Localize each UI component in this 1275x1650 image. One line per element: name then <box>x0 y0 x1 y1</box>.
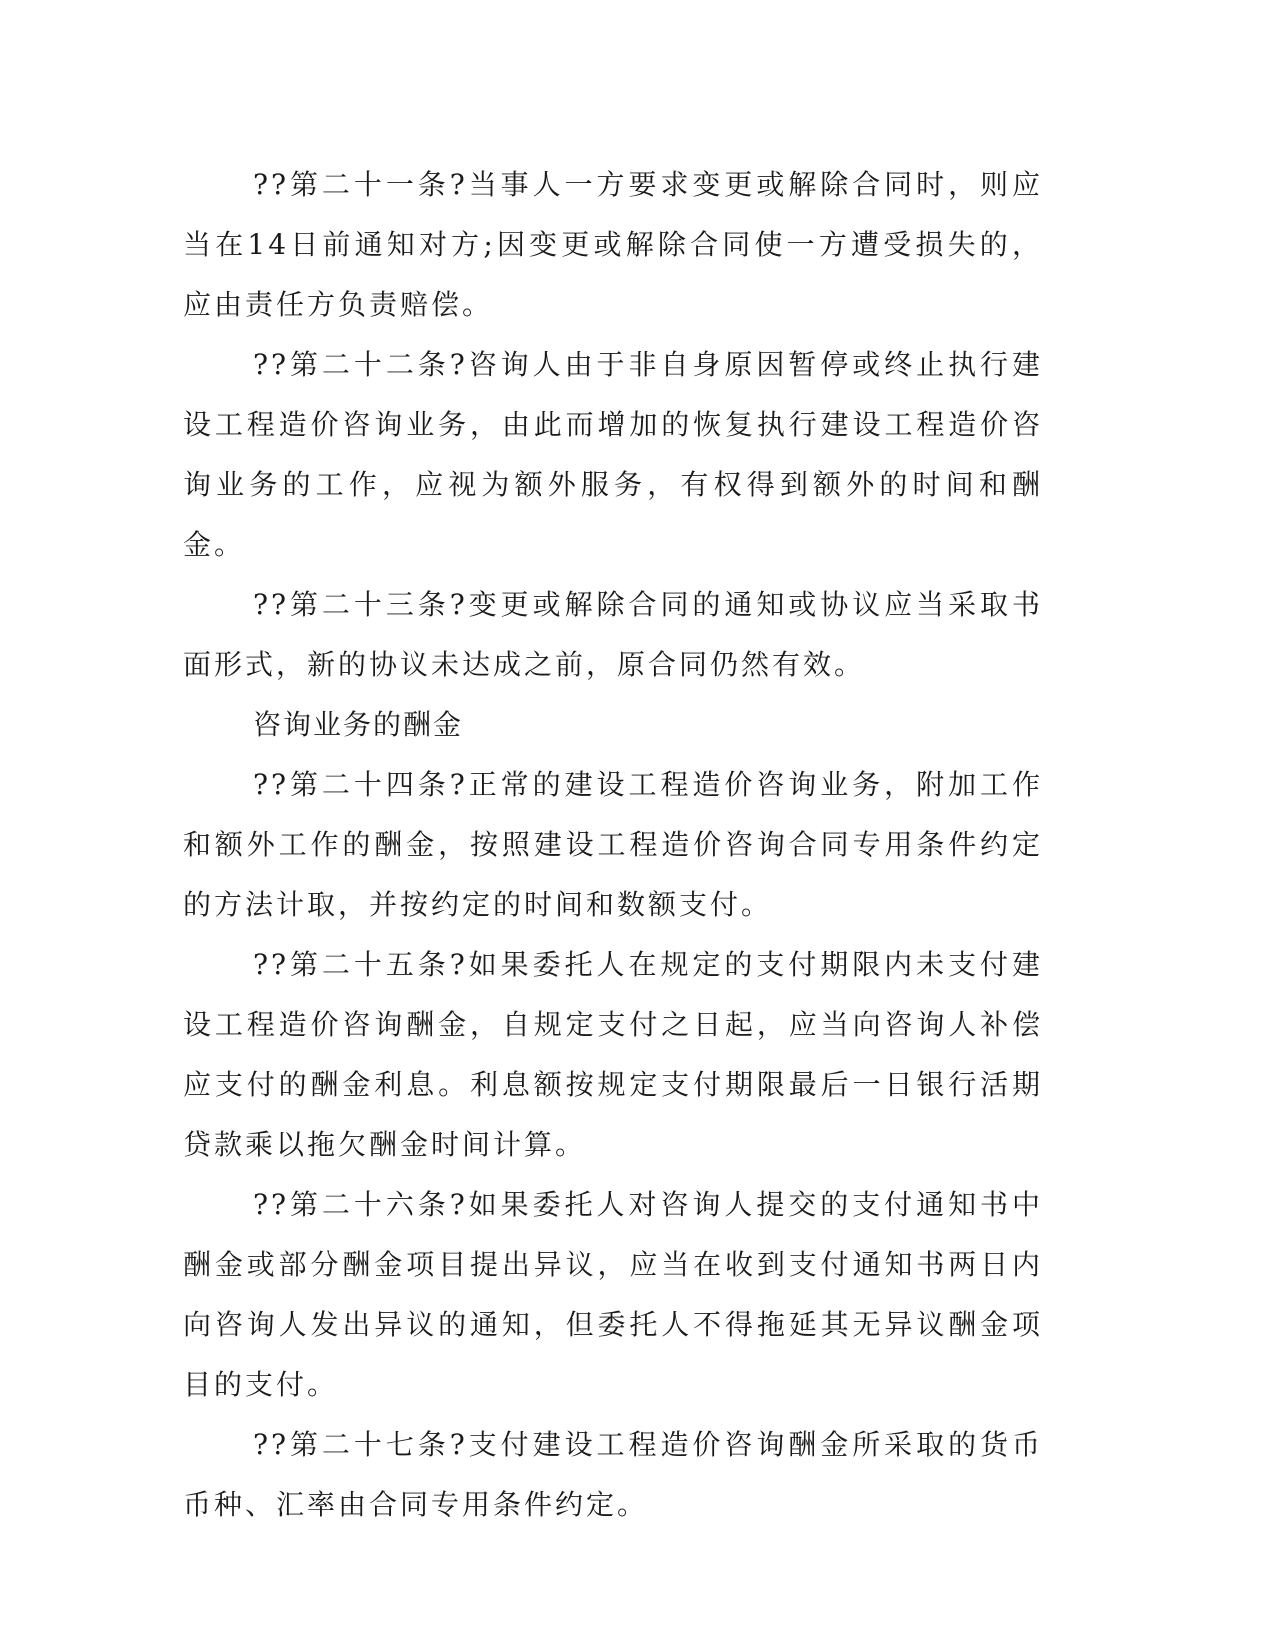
section-heading: 咨询业务的酬金 <box>253 708 464 741</box>
article-22: ??第二十二条?咨询人由于非自身原因暂停或终止执行建设工程造价咨询业务，由此而增加的恢复执行建设工程造价咨询业务的工作，应视为额外服务，有权得到额外的时间和酬金。 <box>183 348 1043 561</box>
article-26: ??第二十六条?如果委托人对咨询人提交的支付通知书中酬金或部分酬金项目提出异议，应当在收到支付通知书两日内向咨询人发出异议的通知，但委托人不得拖延其无异议酬金项目的支付。 <box>183 1188 1043 1401</box>
article-27: ??第二十七条?支付建设工程造价咨询酬金所采取的货币币种、汇率由合同专用条件约定。 <box>183 1428 1043 1521</box>
document-body <box>183 155 1043 1535</box>
article-23: ??第二十三条?变更或解除合同的通知或协议应当采取书面形式，新的协议未达成之前，原合同仍然有效。 <box>183 588 1043 681</box>
article-24: ??第二十四条?正常的建设工程造价咨询业务，附加工作和额外工作的酬金，按照建设工程造价咨询合同专用条件约定的方法计取，并按约定的时间和数额支付。 <box>183 768 1043 921</box>
article-25: ??第二十五条?如果委托人在规定的支付期限内未支付建设工程造价咨询酬金，自规定支付之日起，应当向咨询人补偿应支付的酬金利息。利息额按规定支付期限最后一日银行活期贷款乘以拖欠酬金时间计算。 <box>183 948 1043 1161</box>
article-21: ??第二十一条?当事人一方要求变更或解除合同时，则应当在14日前通知对方;因变更或解除合同使一方遭受损失的，应由责任方负责赔偿。 <box>183 168 1043 321</box>
